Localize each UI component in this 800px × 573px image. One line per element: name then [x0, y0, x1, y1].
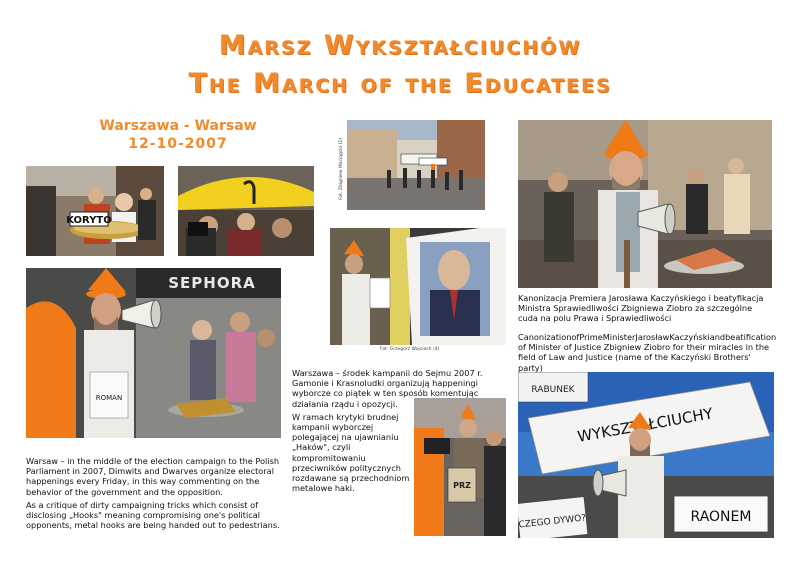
banner-top-text: RABUNEK	[531, 385, 575, 395]
koryto-sign-text: KORYTO	[66, 215, 112, 226]
photo-megaphone-man	[518, 120, 772, 288]
caption-right-english	[518, 332, 777, 376]
caption-pl-hooks: W ramach krytyki brudnej kampanii wyborczej polegającej na ujawnianiu „Haków", czyli kompromitowaniu przeciwników politycznych rozdawane są przechodniom metalowe haki.	[292, 411, 410, 494]
caption-right-polish	[518, 293, 774, 327]
caption-en-canonization: CanonizationofPrimeMinisterJarosławKaczyńskiandbeatification of Minister of Justice Zbigniew Ziobro for their miracles in the field of Law and Justice (name of the Kaczyński Brothers' party)	[518, 332, 777, 373]
caption-pl-campaign: Warszawa – środek kampanii do Sejmu 2007 r. Gamonie i Krasnoludki organizują happeningi wyborcze co piątek w ten sposób komentując działania rządu i opozycji.	[292, 368, 483, 409]
sign-bottom-text: PRZ	[453, 481, 471, 490]
photo-credit-2: Fot. Grzegorz Wojciech (4)	[380, 347, 440, 352]
page-title-polish: Marsz Wykształciuchów	[218, 30, 582, 61]
place-label: Warszawa - Warsaw	[99, 118, 257, 134]
caption-en-campaign: Warsaw – in the middle of the election campaign to the Polish Parliament in 2007, Dimwits and Dwarves organize electoral happenings every Friday, in this way commenting on the behavior of the government and the opposition.	[26, 456, 280, 497]
caption-en-hooks: As a critique of dirty campaigning tricks which consist of disclosing „Hooks" meaning compromising one's political opponents, metal hooks are being handed out to pedestrians.	[26, 499, 280, 531]
sign-right-text: RAONEM	[690, 509, 752, 525]
photo-umbrella-crowd	[178, 166, 314, 256]
caption-center-polish	[292, 368, 506, 496]
photo-koryto	[26, 166, 164, 256]
photo-street-march	[347, 120, 485, 210]
book-name-text: ROMAN	[95, 394, 123, 402]
photo-sephora	[26, 268, 281, 438]
sign-left-text: CZEGO DYWO?	[518, 513, 587, 531]
caption-pl-canonization: Kanonizacja Premiera Jarosława Kaczyńskiego i beatyfikacja Ministra Sprawiedliwości Zbigniewa Ziobro za szczególne cuda na polu Prawa i Sprawiedliwości	[518, 293, 764, 324]
sephora-sign-text: SEPHORA	[168, 274, 256, 292]
photo-banner	[518, 372, 774, 538]
date-label: 12-10-2007	[128, 136, 228, 152]
page-title-english: The March of the Educatees	[188, 68, 612, 99]
caption-left-english	[26, 456, 282, 533]
photo-poster-minister	[330, 228, 506, 345]
photo-credit-1: Fot. Zbigniew Maciągcki (2)	[339, 138, 344, 200]
